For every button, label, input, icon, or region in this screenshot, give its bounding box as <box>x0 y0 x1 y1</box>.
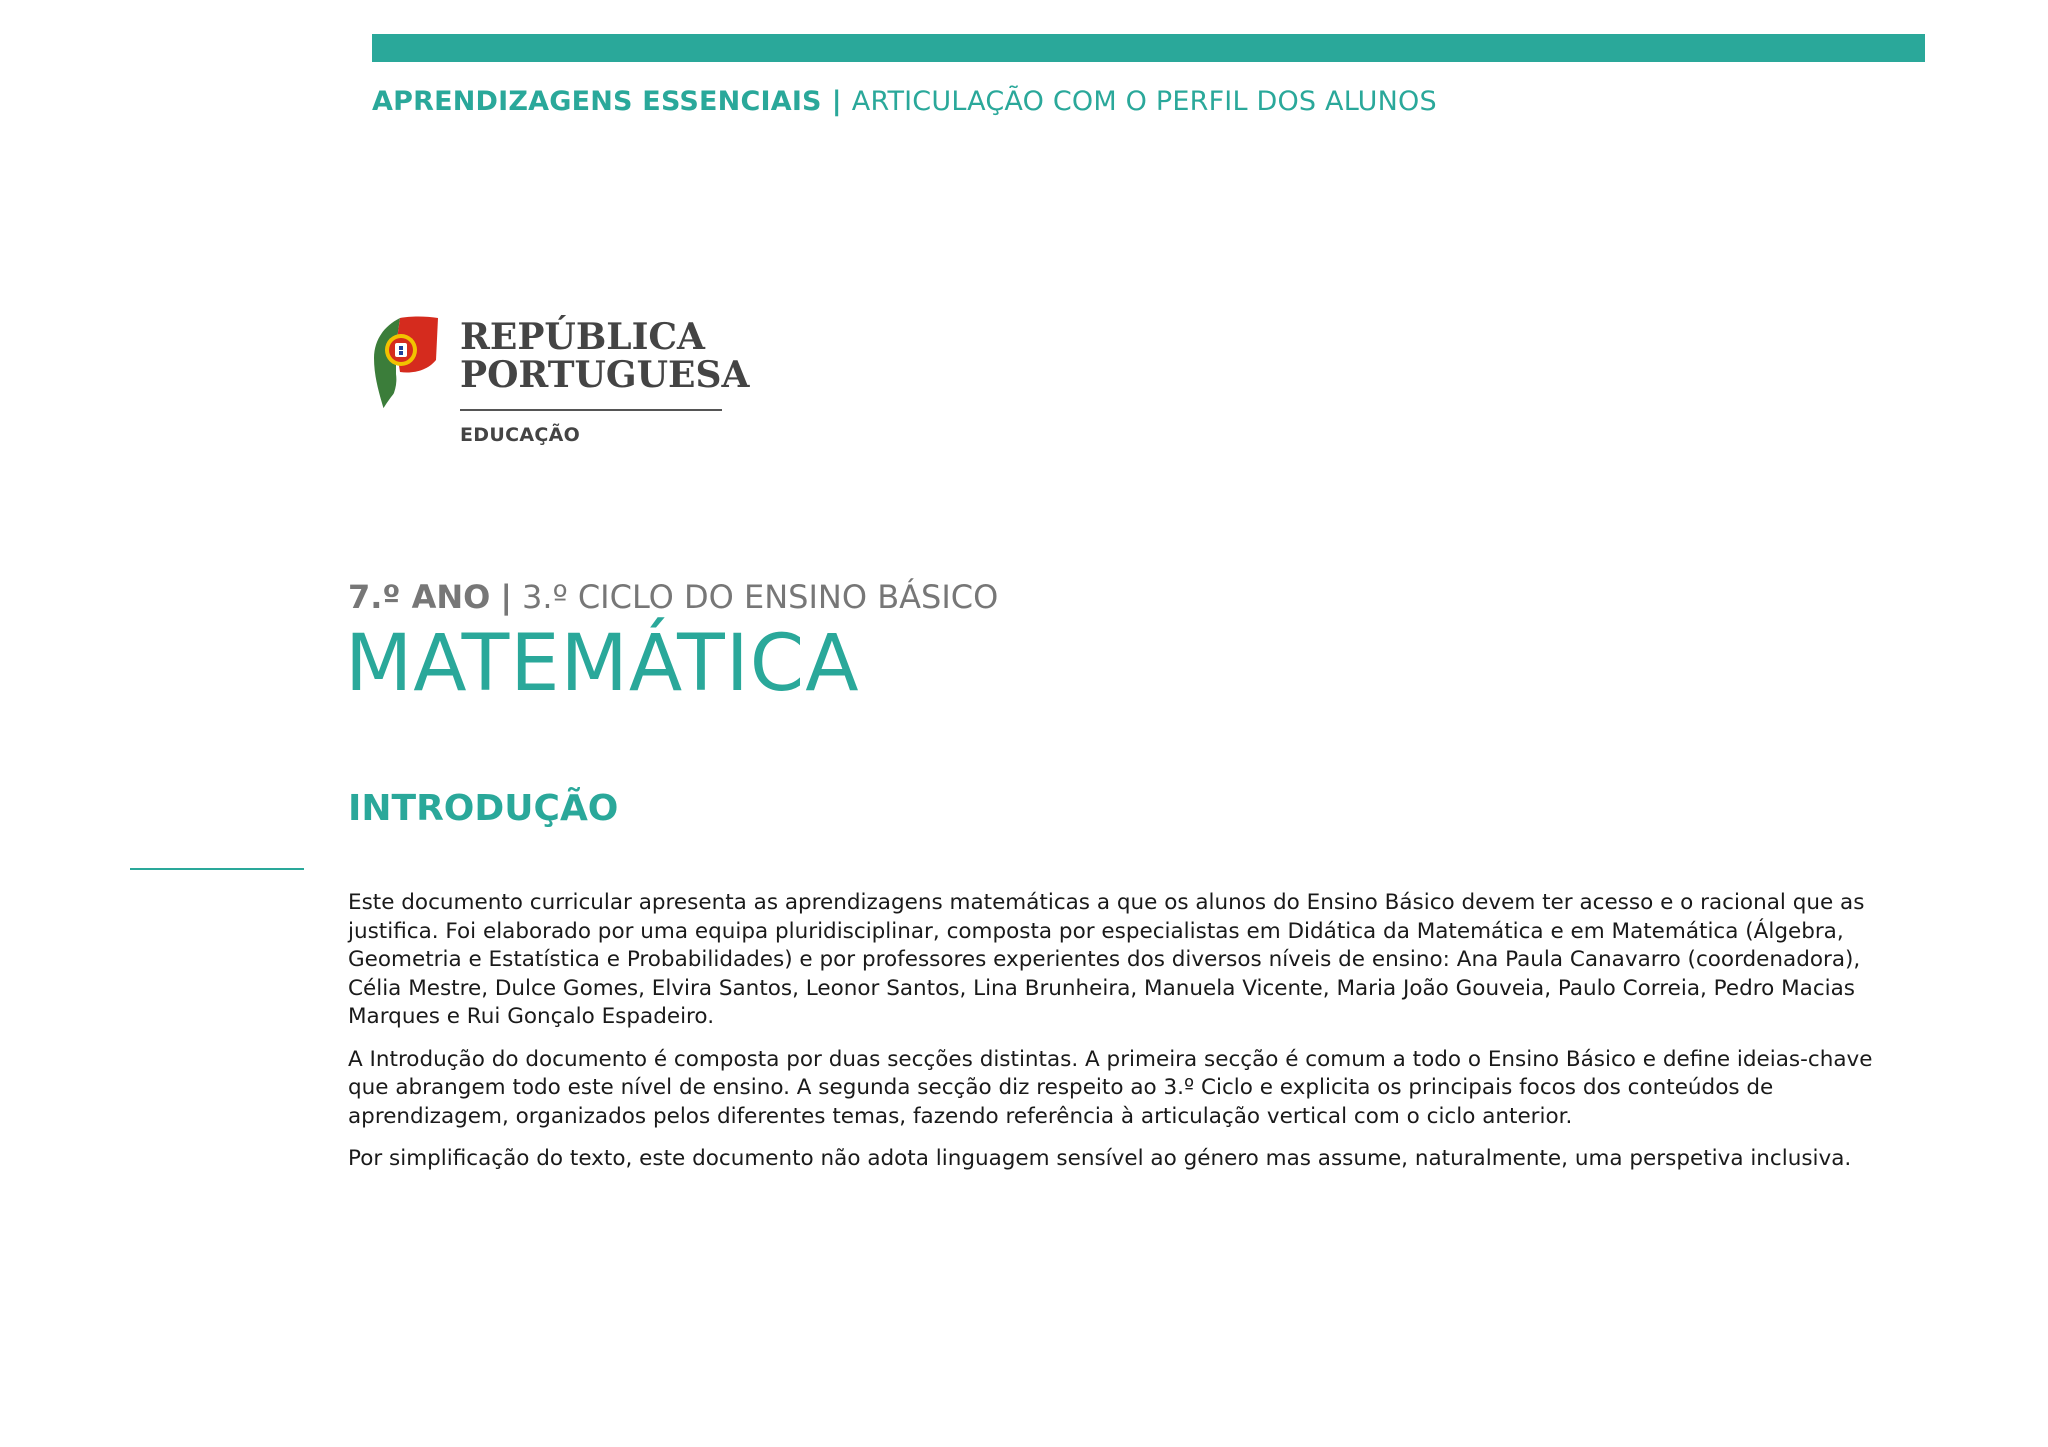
cycle-label: 3.º CICLO DO ENSINO BÁSICO <box>522 578 999 616</box>
grade-label: 7.º ANO <box>348 578 491 616</box>
logo-line-2: PORTUGUESA <box>460 354 750 396</box>
logo-subtitle: EDUCAÇÃO <box>460 424 581 446</box>
intro-paragraph: A Introdução do documento é composta por duas secções distintas. A primeira secção é comum a todo o Ensino Básico e define ideias-chave que abrangem todo este nível de ensino. A segunda secção diz respeito ao 3.º Ciclo e explicita os principais focos dos conteúdos de aprendizagem, organizados pelos diferentes temas, fazendo referência à articulação vertical com o ciclo anterior. <box>348 1046 1873 1129</box>
republica-portuguesa-logo <box>370 314 750 454</box>
subject-title: MATEMÁTICA <box>345 619 860 709</box>
logo-line-1: REPÚBLICA <box>460 316 705 358</box>
section-side-rule <box>130 868 304 870</box>
intro-paragraph: Este documento curricular apresenta as aprendizagens matemáticas a que os alunos do Ensino Básico devem ter acesso e o racional que as justifica. Foi elaborado por uma equipa pluridisciplinar, composta por especialistas em Didática da Matemática e em Matemática (Álgebra, Geometria e Estatística e Probabilidades) e por professores experientes dos diversos níveis de ensino: Ana Paula Canavarro (coordenadora), Célia Mestre, Dulce Gomes, Elvira Santos, Leonor Santos, Lina Brunheira, Manuela Vicente, Maria João Gouveia, Paulo Correia, Pedro Macias Marques e Rui Gonçalo Espadeiro. <box>348 890 1865 1029</box>
header-separator: | <box>831 86 842 117</box>
grade-cycle-line <box>348 576 998 618</box>
logo-divider <box>460 409 722 411</box>
top-accent-bar <box>372 34 1925 62</box>
logo-wordmark <box>460 318 749 394</box>
grade-separator: | <box>500 578 513 616</box>
portuguese-republic-emblem-icon <box>370 316 440 412</box>
header-title-light: ARTICULAÇÃO COM O PERFIL DOS ALUNOS <box>851 86 1437 117</box>
header-title-bold: APRENDIZAGENS ESSENCIAIS <box>372 86 822 117</box>
section-heading: INTRODUÇÃO <box>348 788 619 829</box>
intro-paragraph: Por simplificação do texto, este documento não adota linguagem sensível ao género mas assume, naturalmente, uma perspetiva inclusiva. <box>348 1146 1852 1171</box>
document-header <box>372 84 1437 120</box>
introduction-body <box>348 889 1908 1188</box>
